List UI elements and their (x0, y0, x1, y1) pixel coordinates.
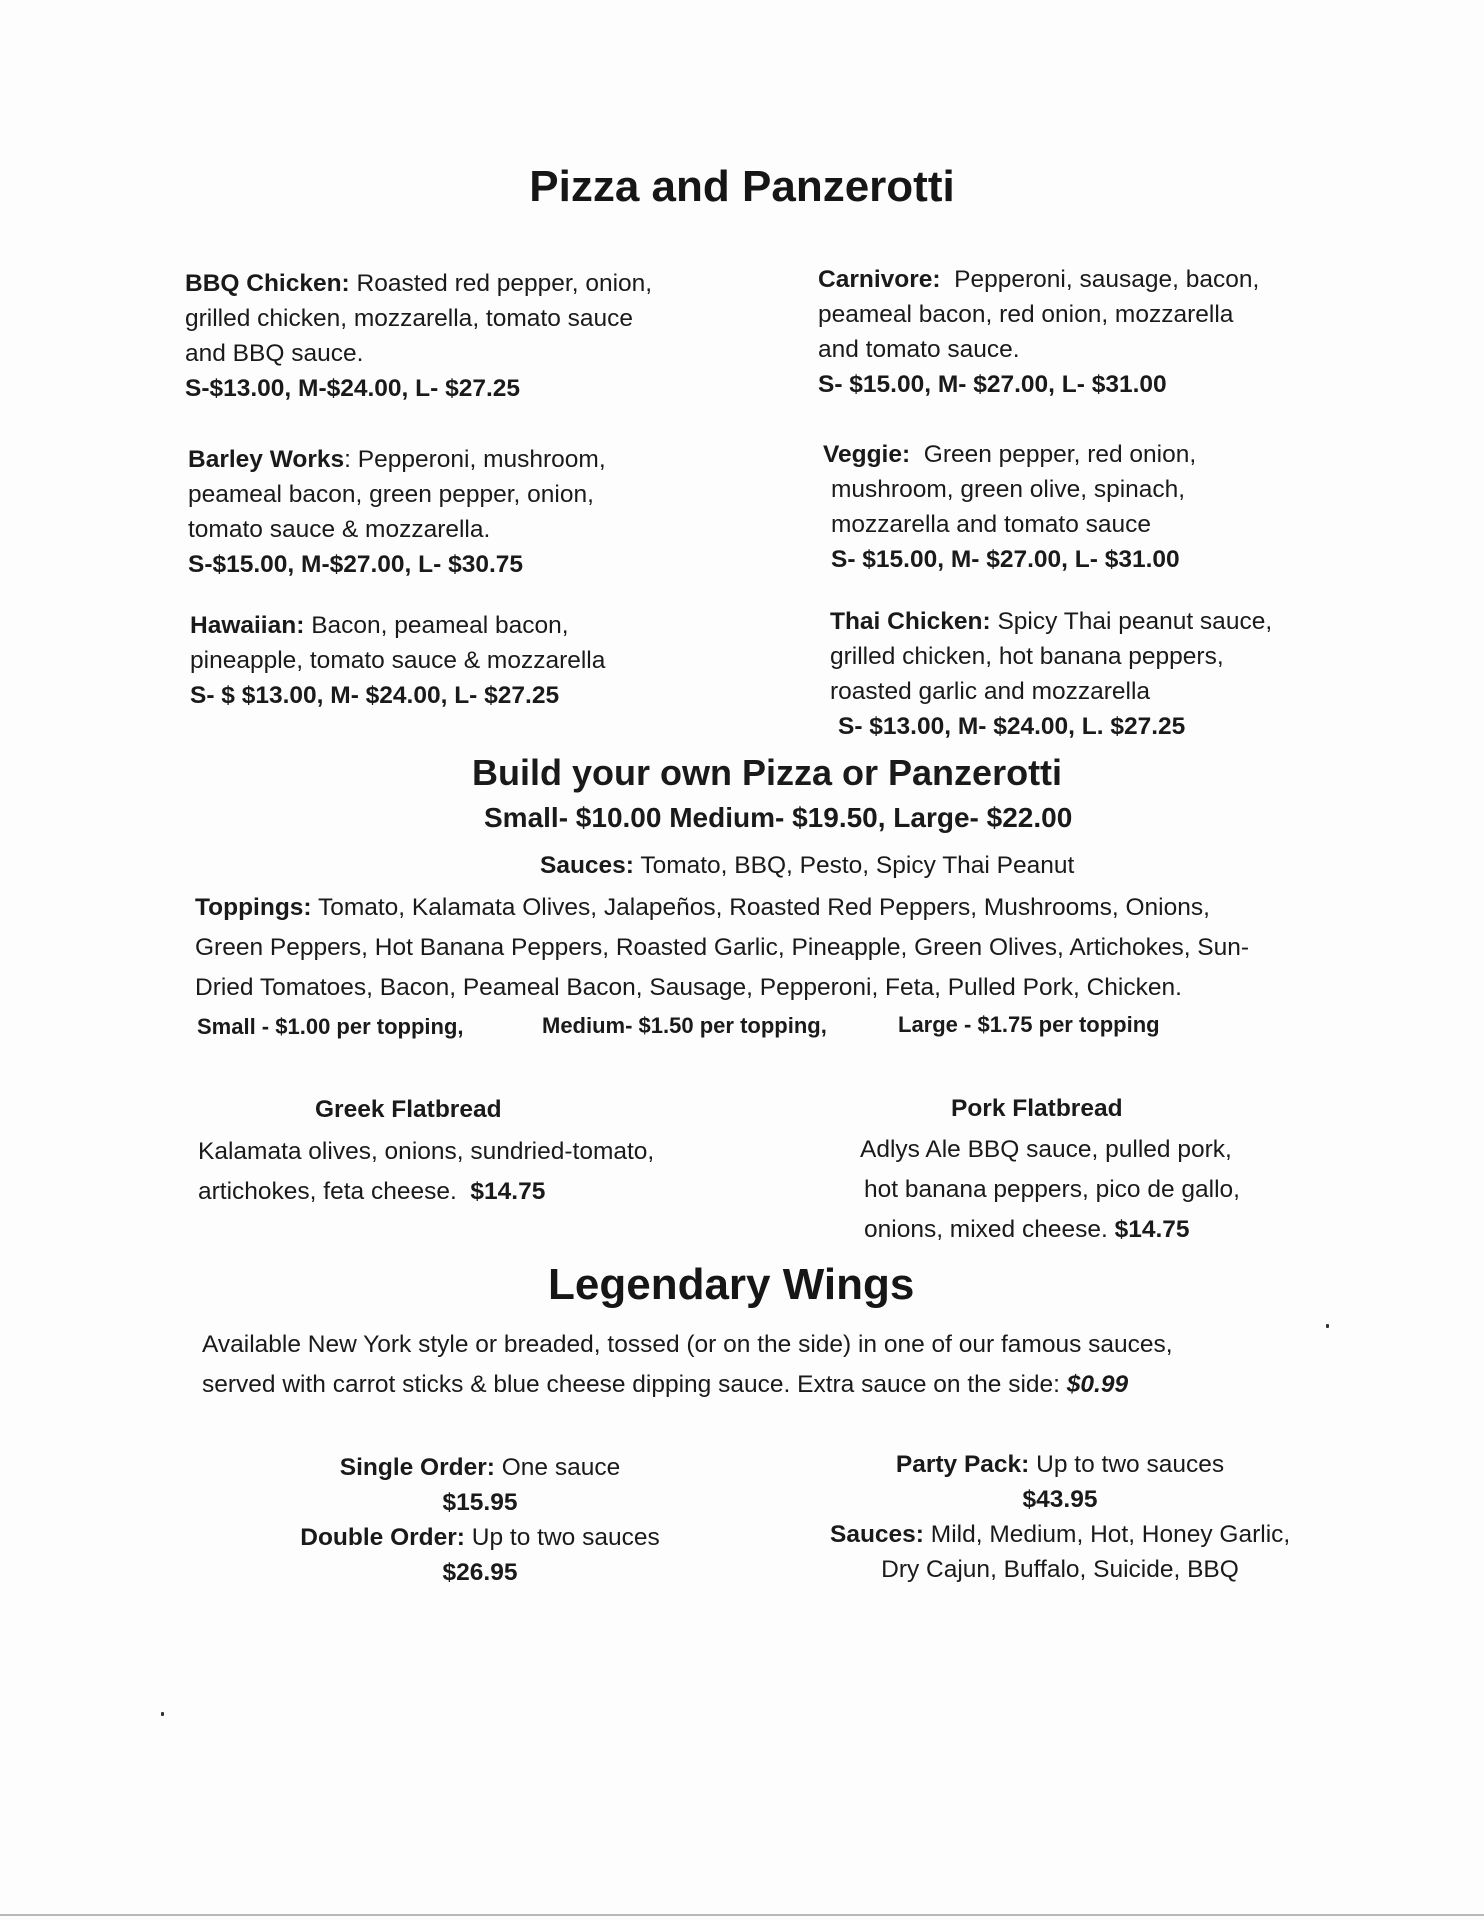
item-desc: Kalamata olives, onions, sundried-tomato, (198, 1138, 655, 1165)
item-desc: Spicy Thai peanut sauce, (997, 608, 1273, 635)
item-name: Hawaiian: (190, 612, 305, 639)
item-name: Carnivore: (818, 266, 941, 293)
item-desc: Bacon, peameal bacon, (311, 612, 569, 639)
item-desc: pineapple, tomato sauce & mozzarella (190, 647, 606, 674)
item-desc: hot banana peppers, pico de gallo, (864, 1176, 1240, 1203)
item-desc: Adlys Ale BBQ sauce, pulled pork, (860, 1136, 1232, 1163)
build-toppings (195, 888, 1249, 1008)
double-order-desc: Up to two sauces (471, 1524, 660, 1551)
single-order-desc: One sauce (501, 1454, 621, 1481)
build-sauces (540, 846, 1074, 886)
pizza-item-thai-chicken (830, 604, 1272, 744)
item-desc: roasted garlic and mozzarella (830, 678, 1151, 705)
pork-flatbread (860, 1130, 1240, 1250)
topping-price-medium: Medium- $1.50 per topping, (542, 1013, 827, 1038)
toppings-line: Tomato, Kalamata Olives, Jalapeños, Roasted Red Peppers, Mushrooms, Onions, (317, 894, 1210, 921)
item-desc: and tomato sauce. (818, 336, 1020, 363)
party-pack-label: Party Pack: (895, 1451, 1030, 1478)
item-desc: onions, mixed cheese. (864, 1216, 1108, 1243)
single-order-price: $15.95 (442, 1489, 518, 1516)
item-desc: peameal bacon, green pepper, onion, (188, 481, 594, 508)
topping-price-small: Small - $1.00 per topping, (197, 1014, 464, 1039)
greek-flatbread (198, 1132, 654, 1212)
build-sizes: Small- $10.00 Medium- $19.50, Large- $22.00 (484, 802, 1073, 833)
pizza-item-barley-works (188, 442, 606, 582)
item-price: S- $ $13.00, M- $24.00, L- $27.25 (190, 682, 560, 709)
party-pack-desc: Up to two sauces (1036, 1451, 1225, 1478)
single-order-label: Single Order: (339, 1454, 495, 1481)
pizza-item-veggie (823, 437, 1196, 577)
toppings-label: Toppings: (195, 894, 312, 921)
pizza-item-hawaiian (190, 608, 605, 713)
wings-orders-left (280, 1450, 680, 1590)
wing-sauces-label: Sauces: (830, 1521, 924, 1548)
item-desc: peameal bacon, red onion, mozzarella (818, 301, 1234, 328)
item-name: Veggie: (823, 441, 911, 468)
item-desc: grilled chicken, mozzarella, tomato sauce (185, 305, 634, 332)
item-name-colon: : (344, 446, 351, 473)
topping-price-large: Large - $1.75 per topping (898, 1012, 1160, 1037)
greek-flatbread-title: Greek Flatbread (315, 1096, 502, 1123)
item-price: S-$13.00, M-$24.00, L- $27.25 (185, 375, 521, 402)
item-desc: Pepperoni, mushroom, (357, 446, 606, 473)
item-desc: and BBQ sauce. (185, 340, 364, 367)
party-pack-price: $43.95 (1022, 1486, 1098, 1513)
item-desc: Green pepper, red onion, (923, 441, 1197, 468)
wings-title: Legendary Wings (548, 1260, 915, 1309)
item-price: S- $13.00, M- $24.00, L. $27.25 (838, 713, 1186, 740)
item-name: Thai Chicken: (830, 608, 991, 635)
pork-flatbread-title: Pork Flatbread (951, 1095, 1123, 1122)
extra-sauce-price: $0.99 (1066, 1371, 1129, 1398)
wing-sauces-line: Mild, Medium, Hot, Honey Garlic, (930, 1521, 1291, 1548)
toppings-line: Green Peppers, Hot Banana Peppers, Roasted Garlic, Pineapple, Green Olives, Artichokes, Sun- (195, 934, 1250, 961)
item-name: BBQ Chicken: (185, 270, 350, 297)
item-desc: Pepperoni, sausage, bacon, (954, 266, 1260, 293)
item-price: $14.75 (470, 1178, 546, 1205)
item-price: S- $15.00, M- $27.00, L- $31.00 (818, 371, 1167, 398)
wings-description (202, 1325, 1173, 1405)
item-name: Barley Works (188, 446, 345, 473)
build-title: Build your own Pizza or Panzerotti (472, 752, 1063, 793)
wings-orders-right (830, 1447, 1290, 1587)
item-desc: mozzarella and tomato sauce (831, 511, 1152, 538)
sauces-list: Tomato, BBQ, Pesto, Spicy Thai Peanut (640, 852, 1075, 879)
pizza-item-carnivore (818, 262, 1259, 402)
page-edge-line (0, 1914, 1484, 1916)
item-desc: Roasted red pepper, onion, (356, 270, 653, 297)
item-desc: mushroom, green olive, spinach, (831, 476, 1186, 503)
pizza-item-bbq-chicken (185, 266, 652, 406)
item-price: $14.75 (1114, 1216, 1190, 1243)
wing-sauces-line: Dry Cajun, Buffalo, Suicide, BBQ (881, 1556, 1239, 1583)
item-desc: artichokes, feta cheese. (198, 1178, 457, 1205)
item-price: S-$15.00, M-$27.00, L- $30.75 (188, 551, 524, 578)
scan-speck (1326, 1324, 1329, 1328)
item-desc: grilled chicken, hot banana peppers, (830, 643, 1224, 670)
item-desc: tomato sauce & mozzarella. (188, 516, 491, 543)
wings-desc-line: served with carrot sticks & blue cheese dipping sauce. Extra sauce on the side: (202, 1371, 1060, 1398)
double-order-price: $26.95 (442, 1559, 518, 1586)
item-price: S- $15.00, M- $27.00, L- $31.00 (831, 546, 1180, 573)
wings-desc-line: Available New York style or breaded, tossed (or on the side) in one of our famous sauces, (202, 1331, 1173, 1358)
page-title: Pizza and Panzerotti (529, 162, 955, 211)
sauces-label: Sauces: (540, 852, 634, 879)
scan-speck (161, 1712, 164, 1716)
double-order-label: Double Order: (300, 1524, 465, 1551)
toppings-line: Dried Tomatoes, Bacon, Peameal Bacon, Sausage, Pepperoni, Feta, Pulled Pork, Chicken. (195, 974, 1182, 1001)
